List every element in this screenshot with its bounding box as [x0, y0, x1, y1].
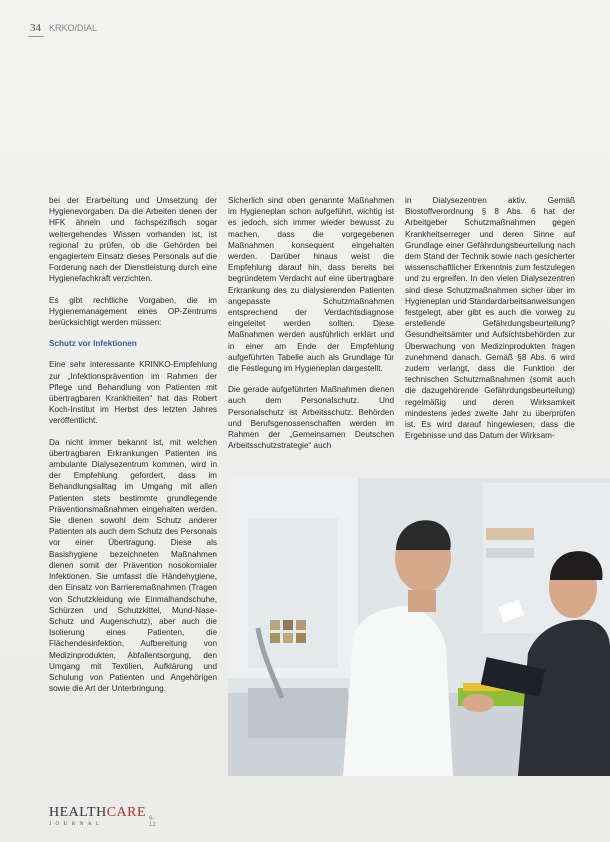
section-label: KRKO/DIAL — [49, 23, 98, 33]
footer-logo — [49, 805, 156, 828]
photo-illustration — [228, 478, 610, 776]
paragraph: Sicherlich sind oben genannte Maßnahmen im Hygieneplan schon aufgeführt, wichtig ist es jedoch, sich immer wieder bewusst zu machen, dass die vorgegebenen Maßnahmen konsequent eingehalten werden. Darüber hinaus weist die Empfehlung darauf hin, dass bereits bei begründetem Verdacht auf eine übertragbare Erkrankung des zu dialysierenden Patienten angepasste Schutzmaßnahmen entsprechend der Verdachtsdiagnose eingeleitet werden sollten. Diese Maßnahmen werden ausführlich erklärt und in einer am Ende der Empfehlung aufgeführten Tabelle auch als Grundlage für die Festlegung im Hygieneplan dargestellt. — [228, 196, 394, 374]
paragraph: Eine sehr interessante KRINKO-Empfehlung zur „Infektionsprävention im Rahmen der Pflege und Behandlung von Patienten mit übertragbaren Krankheiten“ hat das Robert Koch-Institut im Herbst des letzten Jahres veröffentlicht. — [49, 360, 217, 426]
page-header — [30, 22, 97, 34]
brand-part-health: HEALTH — [49, 805, 107, 820]
paragraph: Die gerade aufgeführten Maßnahmen dienen auch dem Personalschutz. Und Personalschutz ist Arbeitsschutz. Behörden und Berufsgenossenschaften werden im Rahmen der „Gemeinsamen Deutschen Arbeitsschutzstrategie“ auch — [228, 385, 394, 451]
paragraph: Da nicht immer bekannt ist, mit welchen übertragbaren Erkrankungen Patienten ins ambulante Dialysezentrum kommen, wird in der Empfehlung gefordert, dass im Behandlungsalltag im Umgang mit allen Patienten stets bestimmte grundlegende Präventionsmaßnahmen eingehalten werden. Sie dienen sowohl dem Schutz anderer Patienten als auch dem Schutz des Personals vor einer Übertragung. Diese als Basishygiene bezeichneten Maßnahmen dienen somit der Prävention nosokomialer Infektionen. Sie umfasst die Händehygiene, den Einsatz von Barrieremaßnahmen (Tragen von Schutzkleidung wie Einmalhandschuhe, Schürzen und Schutzkittel, Mund-Nase-Schutz und Augenschutz), aber auch die Isolierung eines Patienten, die Flächendesinfektion, Aufbereitung von Medizinprodukten, Abfallentsorgung, den Umgang mit Textilien, Aufklärung und Schulung von Patienten und Angehörigen sowie die Art der Unterbringung. — [49, 437, 217, 694]
text-column-3 — [405, 195, 575, 441]
brand-part-care: CARE — [106, 805, 147, 820]
brand-wordmark — [49, 806, 146, 820]
subheading: Schutz vor Infektionen — [49, 339, 137, 349]
issue-number: 6-12 — [149, 816, 156, 828]
page-number: 34 — [30, 22, 41, 34]
text-column-2 — [228, 195, 394, 451]
paragraph: Es gibt rechtliche Vorgaben, die im Hygienemanagement eines OP-Zentrums berücksichtigt werden müssen: — [49, 295, 217, 328]
paragraph: bei der Erarbeitung und Umsetzung der Hygienevorgaben. Da die Arbeiten denen der HFK ähneln und fachspezifisch sogar weitergehendes Wissen vorhanden ist, ist regional zu prüfen, ob die Gehörden bei engagiertem Einsatz dieses Personals auf die Forderung nach der Dienstleistung durch eine Hygienefachkraft verzichten. — [49, 196, 217, 284]
header-rule — [28, 36, 44, 37]
paragraph: in Dialysezentren aktiv. Gemäß Biostoffverordnung § 8 Abs. 6 hat der Arbeitgeber Schutzmaßnahmen gegen Krankheitserreger und deren Sinne auf Grundlage einer Gefährdungsbeurteilung nach dem Stand der Technik sowie nach gesicherter wissenschaftlicher Erkenntnis zum festzulegen und zu ergreifen. In den vielen Dialysezentren sind diese Schutzmaßnahmen sicher über im Hygieneplan und Standardarbeitsanweisungen festgelegt, aber gibt es auch die vorweg zu erstellende Gefährdungsbeurteilung? Gesundheitsämter und Aufsichtsbehörden zur Überwachung von Medizinprodukten fragen zunehmend danach. Gemäß §8 Abs. 6 wird zudem verlangt, dass die Funktion der technischen Schutzmaßnahmen (somit auch die dazugehörende Gefährdungsbeurteilung) regelmäßig und deren Wirksamkeit mindestens jedes zweite Jahr zu überprüfen ist. Es wird darauf hingewiesen, dass die Ergebnisse und das Datum der Wirksam- — [405, 196, 575, 441]
text-column-1 — [49, 195, 217, 694]
brand-subtitle: JOURNAL — [49, 821, 104, 827]
article-photo — [228, 478, 610, 776]
